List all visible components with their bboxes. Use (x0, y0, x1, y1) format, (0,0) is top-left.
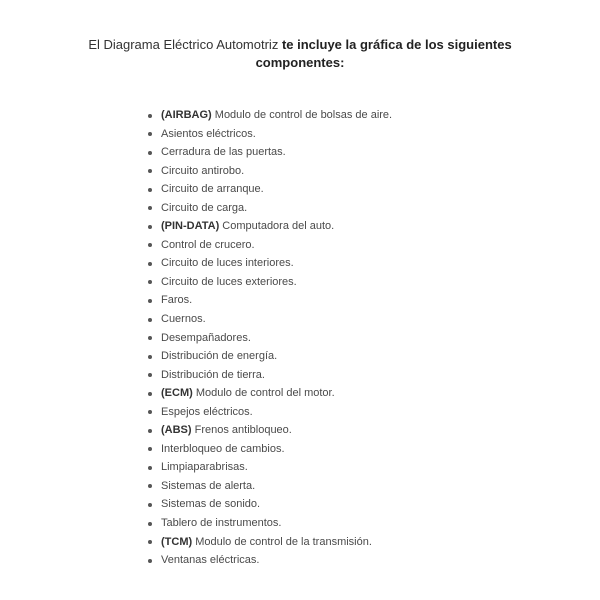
bullet-dot-icon (148, 410, 152, 414)
bullet-dot-icon (148, 429, 152, 433)
list-item (0, 125, 600, 144)
list-item (0, 384, 600, 403)
list-item (0, 180, 600, 199)
item-text: Computadora del auto. (219, 220, 335, 233)
intro-paragraph (60, 36, 540, 72)
component-list (0, 106, 600, 570)
item-text: Sistemas de alerta. (161, 479, 256, 492)
list-item (0, 458, 600, 477)
item-text: Frenos antibloqueo. (191, 424, 292, 437)
list-item (0, 217, 600, 236)
item-text: Distribución de energía. (161, 350, 278, 363)
item-text: Circuito de carga. (161, 201, 248, 214)
bullet-dot-icon (148, 151, 152, 155)
intro-bold-text: te incluye la gráfica de los siguientes componentes: (255, 37, 512, 70)
bullet-dot-icon (148, 206, 152, 210)
item-text: Modulo de control de bolsas de aire. (211, 109, 393, 121)
bullet-dot-icon (148, 225, 152, 229)
item-text: Ventanas eléctricas. (161, 554, 260, 567)
item-text: Asientos eléctricos. (161, 127, 256, 140)
item-text: Interbloqueo de cambios. (161, 442, 285, 455)
item-text: Limpiaparabrisas. (161, 461, 248, 474)
item-text: Espejos eléctricos. (161, 405, 253, 418)
list-item (0, 273, 600, 292)
list-item (0, 143, 600, 162)
list-item (0, 347, 600, 366)
item-text: Control de crucero. (161, 238, 255, 251)
item-code-label: (PIN-DATA) (161, 220, 220, 233)
bullet-dot-icon (148, 318, 152, 322)
bullet-dot-icon (148, 392, 152, 396)
bullet-dot-icon (148, 336, 152, 340)
list-item (0, 477, 600, 496)
list-item (0, 551, 600, 570)
bullet-dot-icon (148, 540, 152, 544)
bullet-dot-icon (148, 114, 152, 118)
item-code-label: (ABS) (161, 424, 192, 437)
bullet-dot-icon (148, 503, 152, 507)
list-item (0, 403, 600, 422)
bullet-dot-icon (148, 188, 152, 192)
list-item (0, 162, 600, 181)
bullet-dot-icon (148, 466, 152, 470)
list-item (0, 421, 600, 440)
list-item (0, 533, 600, 552)
bullet-dot-icon (148, 132, 152, 136)
list-item (0, 440, 600, 459)
item-text: Modulo de control del motor. (192, 387, 335, 400)
bullet-dot-icon (148, 559, 152, 563)
list-item (0, 366, 600, 385)
bullet-dot-icon (148, 262, 152, 266)
bullet-dot-icon (148, 299, 152, 303)
list-item (0, 310, 600, 329)
bullet-dot-icon (148, 355, 152, 359)
intro-plain-text: El Diagrama Eléctrico Automotriz (88, 37, 282, 52)
list-item (0, 199, 600, 218)
item-code-label: (ECM) (161, 387, 193, 400)
item-text: Circuito antirobo. (161, 164, 245, 177)
bullet-dot-icon (148, 280, 152, 284)
bullet-dot-icon (148, 373, 152, 377)
item-text: Circuito de arranque. (161, 183, 264, 196)
list-item (0, 495, 600, 514)
bullet-dot-icon (148, 484, 152, 488)
item-text: Sistemas de sonido. (161, 498, 261, 511)
bullet-dot-icon (148, 243, 152, 247)
item-text: Faros. (161, 294, 193, 307)
item-text: Cuernos. (161, 313, 206, 326)
list-item (0, 291, 600, 310)
list-item (0, 254, 600, 273)
item-code-label: (TCM) (161, 535, 193, 548)
bullet-dot-icon (148, 169, 152, 173)
item-text: Distribución de tierra. (161, 368, 265, 381)
list-item (0, 106, 600, 125)
item-text: Tablero de instrumentos. (161, 517, 282, 530)
item-text: Modulo de control de la transmisión. (192, 535, 372, 548)
item-text: Desempañadores. (161, 331, 251, 344)
bullet-dot-icon (148, 447, 152, 451)
list-item (0, 236, 600, 255)
item-text: Cerradura de las puertas. (161, 146, 286, 159)
item-text: Circuito de luces interiores. (161, 257, 294, 270)
item-code-label: (AIRBAG) (161, 109, 212, 121)
list-item (0, 329, 600, 348)
bullet-dot-icon (148, 522, 152, 526)
list-item (0, 514, 600, 533)
item-text: Circuito de luces exteriores. (161, 275, 297, 288)
